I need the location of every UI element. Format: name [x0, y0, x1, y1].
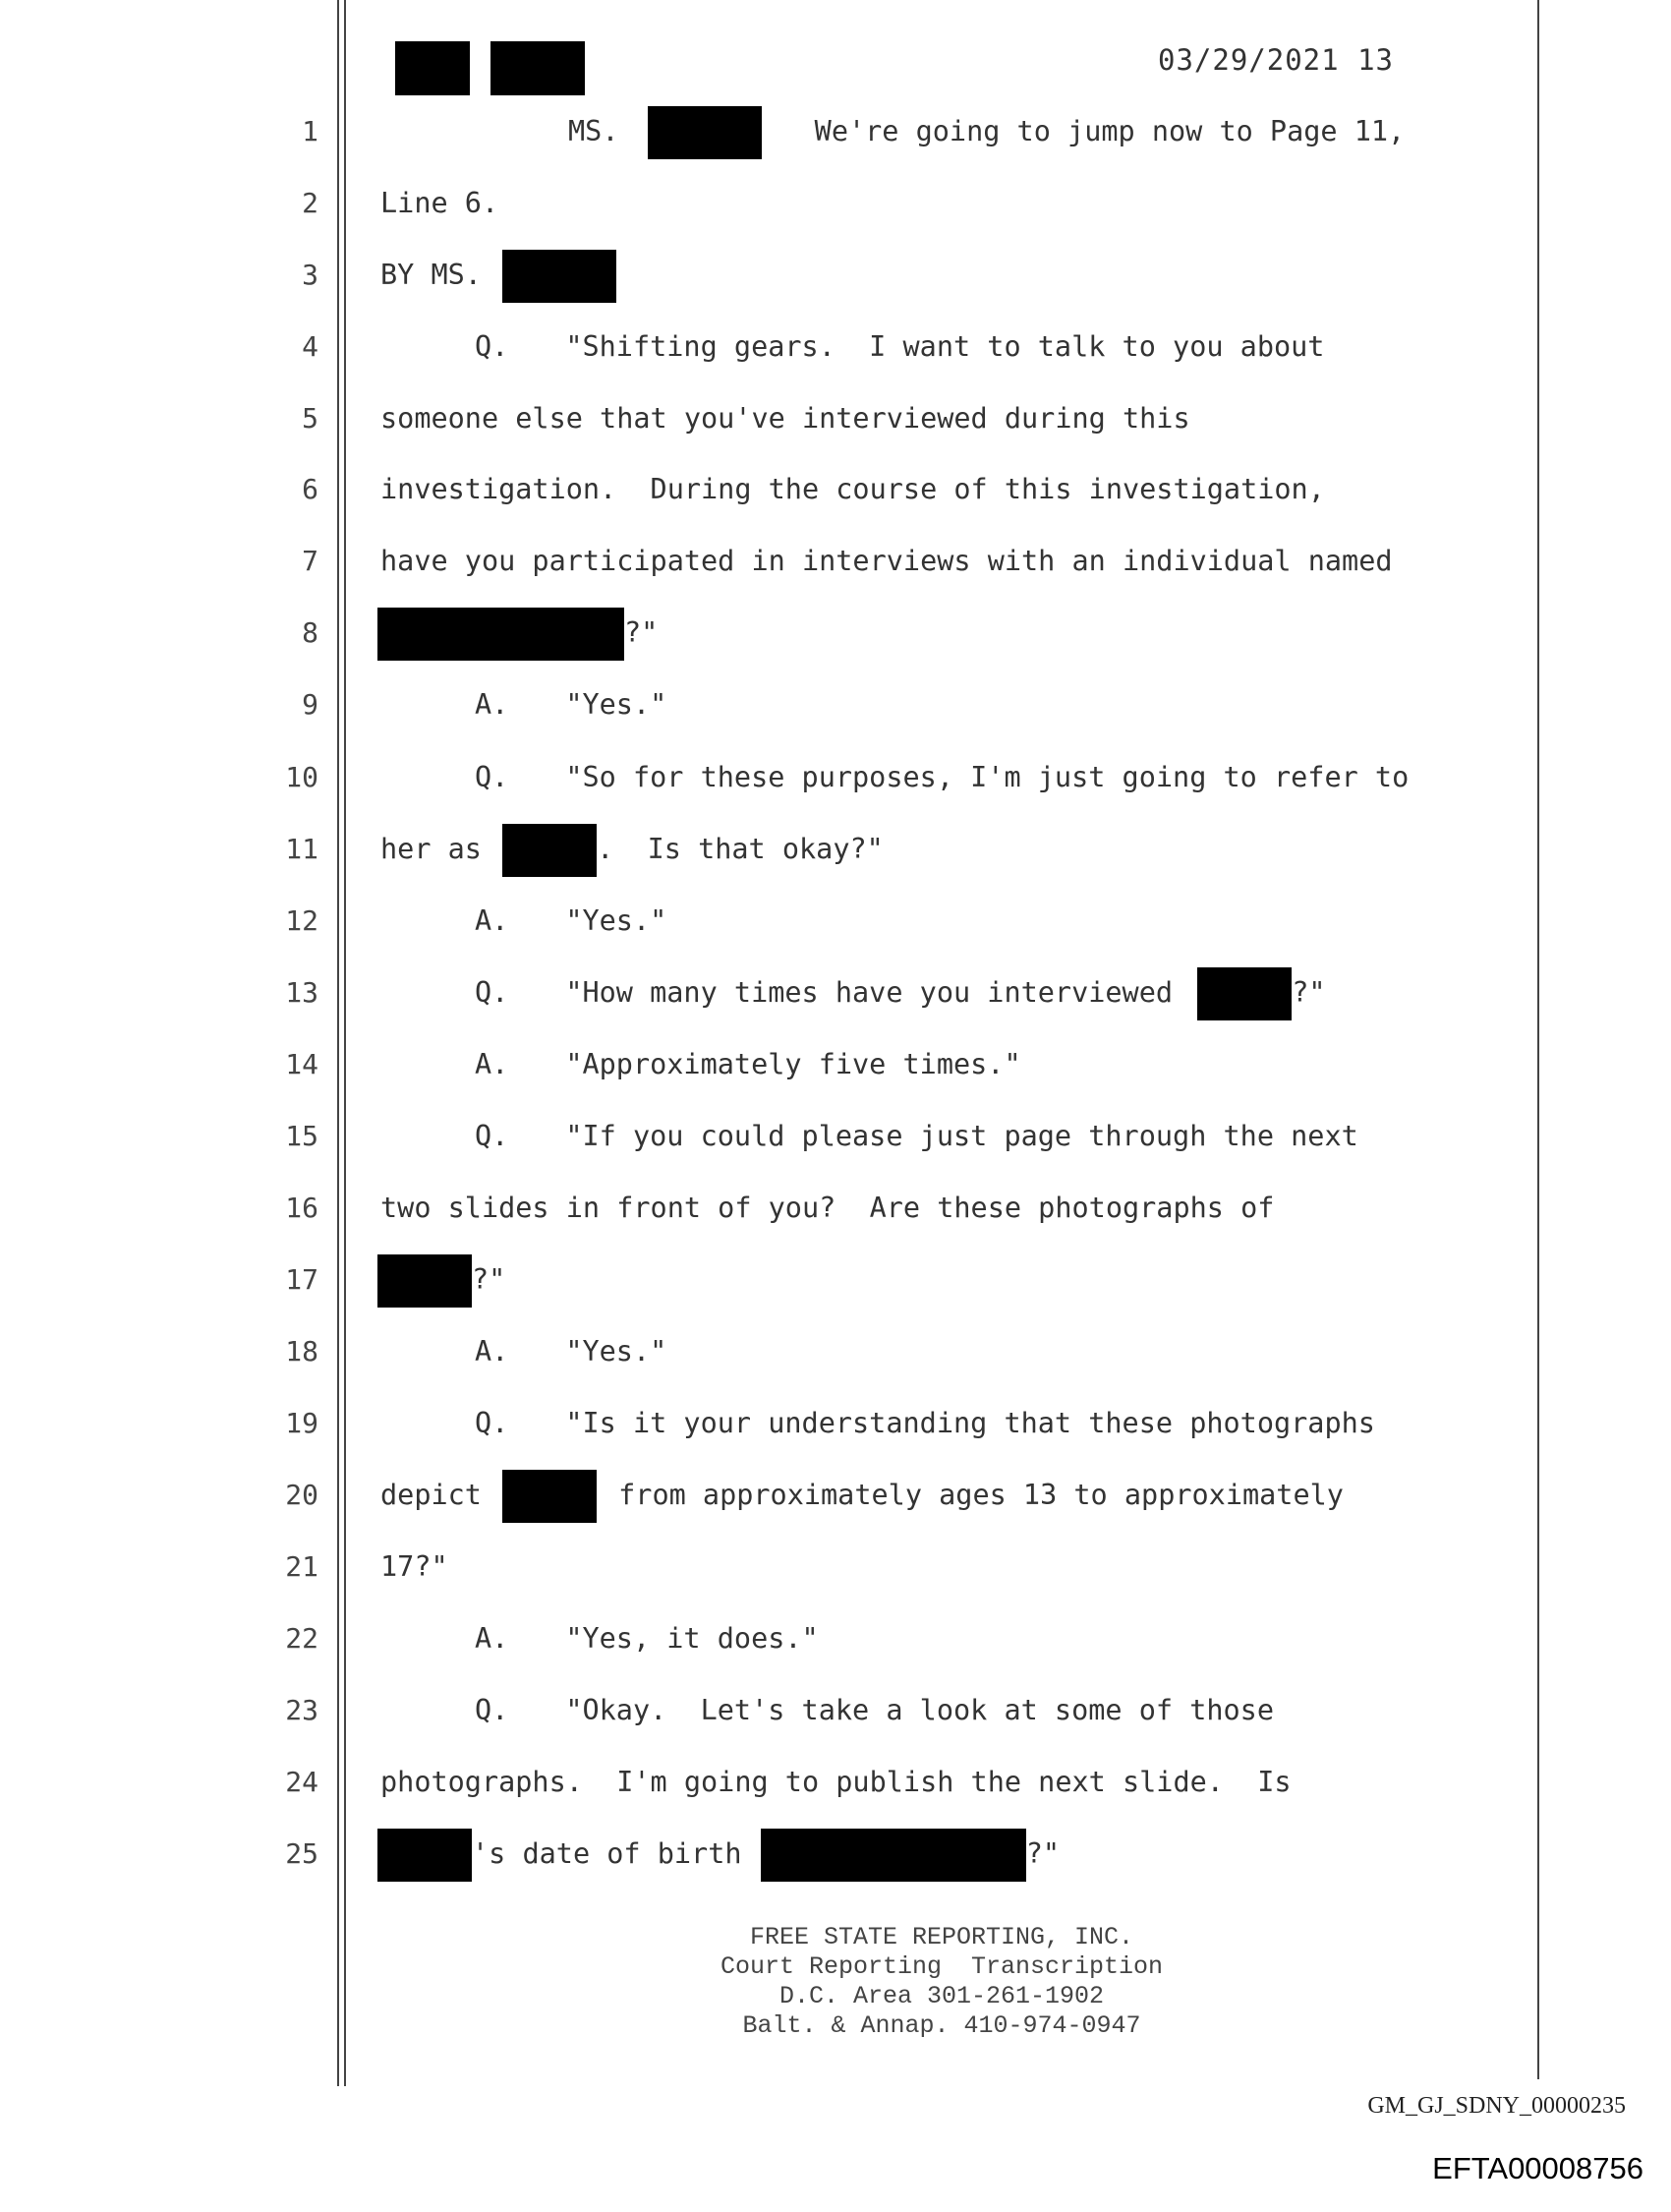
transcript-line: A. "Approximately five times.": [475, 1048, 1021, 1080]
line-number: 13: [285, 976, 318, 1009]
line-number: 2: [302, 187, 318, 219]
line-number: 22: [285, 1622, 318, 1655]
footer-dc-phone: D.C. Area 301-261-1902: [778, 1982, 1105, 2010]
header-redaction-1: [395, 41, 470, 95]
line-number: 25: [285, 1837, 318, 1870]
header-page-number: 13: [1357, 43, 1394, 77]
redaction: [502, 824, 597, 877]
line-number: 5: [302, 402, 318, 435]
line-number: 23: [285, 1694, 318, 1726]
transcript-line: ?": [377, 616, 658, 649]
redaction: [1197, 967, 1292, 1020]
line-number: 12: [285, 904, 318, 937]
line-number: 19: [285, 1407, 318, 1439]
redaction: [377, 608, 624, 661]
line-number: 24: [285, 1766, 318, 1798]
transcript-line: investigation. During the course of this investigation,: [380, 473, 1325, 505]
redaction: [377, 1829, 472, 1882]
redaction: [761, 1829, 1026, 1882]
line-number: 1: [302, 115, 318, 147]
transcript-line: A. "Yes.": [475, 904, 667, 937]
transcript-line: depict from approximately ages 13 to approximately: [380, 1479, 1344, 1511]
transcript-line: A. "Yes, it does.": [475, 1622, 819, 1655]
line-number: 16: [285, 1192, 318, 1224]
header-redaction-2: [490, 41, 585, 95]
transcript-line: photographs. I'm going to publish the next slide. Is: [380, 1766, 1292, 1798]
left-margin-rule-outer: [337, 0, 339, 2086]
redaction: [377, 1254, 472, 1308]
line-number: 6: [302, 473, 318, 505]
line-number: 7: [302, 545, 318, 577]
line-number: 3: [302, 259, 318, 291]
transcript-line: Q. "Is it your understanding that these photographs: [475, 1407, 1375, 1439]
bates-number: GM_GJ_SDNY_00000235: [1367, 2093, 1626, 2119]
transcript-line: 's date of birth ?": [377, 1837, 1060, 1870]
transcript-line: MS. We're going to jump now to Page 11,: [568, 115, 1405, 147]
transcript-line: Q. "How many times have you interviewed ?": [475, 976, 1326, 1009]
line-number: 4: [302, 330, 318, 363]
line-number: 9: [302, 688, 318, 721]
line-number: 11: [285, 833, 318, 865]
line-number: 18: [285, 1335, 318, 1368]
header-date: 03/29/2021: [1158, 43, 1340, 77]
right-margin-rule: [1537, 0, 1539, 2079]
left-margin-rule-inner: [344, 0, 346, 2086]
redaction: [648, 106, 762, 159]
footer-balt-phone: Balt. & Annap. 410-974-0947: [742, 2011, 1141, 2040]
line-number: 17: [285, 1263, 318, 1296]
line-number: 8: [302, 616, 318, 649]
transcript-line: her as . Is that okay?": [380, 833, 884, 865]
transcript-line: have you participated in interviews with an individual named: [380, 545, 1393, 577]
transcript-line: Q. "If you could please just page through the next: [475, 1120, 1358, 1152]
reporter-footer: [598, 1923, 1286, 2041]
efta-number: EFTA00008756: [1432, 2151, 1643, 2185]
footer-company: FREE STATE REPORTING, INC.: [749, 1923, 1134, 1951]
transcript-line: two slides in front of you? Are these photographs of: [380, 1192, 1275, 1224]
line-number: 14: [285, 1048, 318, 1080]
transcript-line: BY MS.: [380, 259, 616, 291]
transcript-line: someone else that you've interviewed during this: [380, 402, 1190, 435]
line-number: 15: [285, 1120, 318, 1152]
line-number: 20: [285, 1479, 318, 1511]
redaction: [502, 1470, 597, 1523]
transcript-line: Q. "Shifting gears. I want to talk to you about: [475, 330, 1325, 363]
transcript-line: 17?": [380, 1550, 448, 1583]
redaction: [502, 250, 616, 303]
line-number: 10: [285, 761, 318, 793]
transcript-line: Line 6.: [380, 187, 499, 219]
transcript-line: ?": [377, 1263, 505, 1296]
transcript-line: A. "Yes.": [475, 688, 667, 721]
transcript-line: Q. "Okay. Let's take a look at some of those: [475, 1694, 1274, 1726]
footer-services: Court Reporting Transcription: [720, 1952, 1164, 1981]
page-header: [1158, 43, 1394, 77]
transcript-line: Q. "So for these purposes, I'm just going to refer to: [475, 761, 1410, 793]
line-number: 21: [285, 1550, 318, 1583]
transcript-line: A. "Yes.": [475, 1335, 667, 1368]
